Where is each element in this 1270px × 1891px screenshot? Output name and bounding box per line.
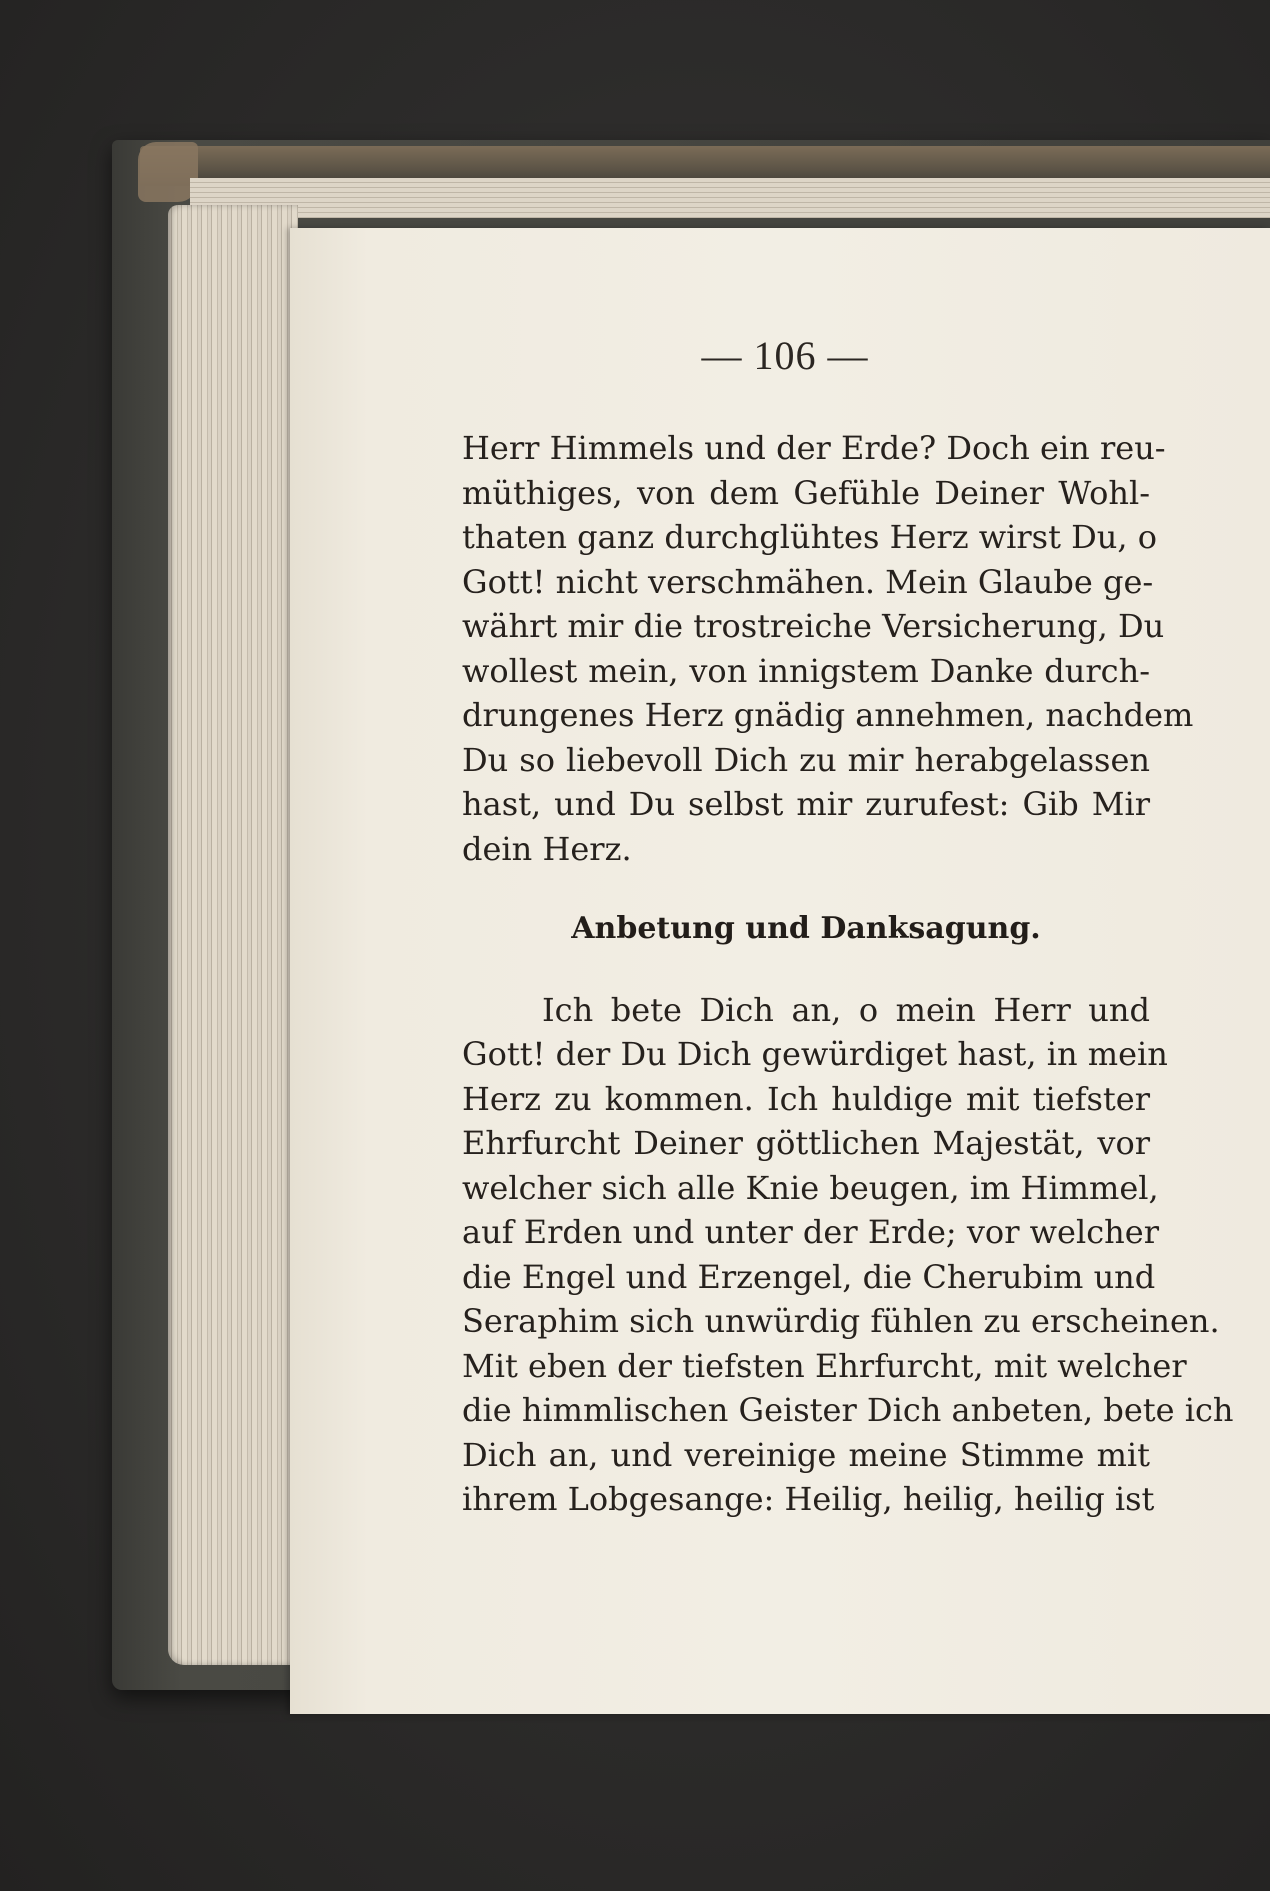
text-line: thaten ganz durchglühtes Herz wirst Du, o — [462, 518, 1157, 556]
text-line: ihrem Lobgesange: Heilig, heilig, heilig ist — [462, 1480, 1155, 1518]
text-line: Herz zu kommen. Ich huldige mit tiefster — [462, 1079, 1150, 1118]
text-line: Gott! nicht verschmähen. Mein Glaube ge- — [462, 562, 1154, 601]
text-line: Mit eben der tiefsten Ehrfurcht, mit welcher — [462, 1346, 1187, 1385]
page-stack-left-edge — [168, 205, 298, 1665]
page-number: — 106 — — [701, 333, 869, 378]
text-line: Ich bete Dich an, o mein Herr und — [542, 990, 1150, 1029]
paragraph-1 — [462, 426, 1194, 871]
text-line: hast, und Du selbst mir zurufest: Gib Mir — [462, 785, 1150, 823]
page-text — [462, 426, 1234, 1522]
worn-cover-corner — [138, 142, 198, 202]
text-line: drungenes Herz gnädig annehmen, nachdem — [462, 696, 1194, 734]
text-line: die Engel und Erzengel, die Cherubim und — [462, 1257, 1156, 1296]
text-line: Du so liebevoll Dich zu mir herabgelassen — [462, 740, 1150, 779]
text-line: Herr Himmels und der Erde? Doch ein reu- — [462, 429, 1166, 467]
text-line: welcher sich alle Knie beugen, im Himmel, — [462, 1168, 1159, 1207]
paragraph-2 — [462, 988, 1234, 1522]
text-line: wollest mein, von innigstem Danke durch- — [462, 651, 1150, 690]
text-line: Gott! der Du Dich gewürdiget hast, in mein — [462, 1035, 1168, 1073]
text-line: müthiges, von dem Gefühle Deiner Wohl- — [462, 473, 1150, 512]
text-line: Seraphim sich unwürdig fühlen zu erscheinen. — [462, 1302, 1220, 1340]
section-heading: Anbetung und Danksagung. — [571, 911, 1041, 946]
page-stack-top-edge — [190, 178, 1270, 218]
text-line: Dich an, und vereinige meine Stimme mit — [462, 1435, 1150, 1474]
text-line: währt mir die trostreiche Versicherung, Du — [462, 607, 1165, 645]
text-line: die himmlischen Geister Dich anbeten, bete ich — [462, 1391, 1234, 1429]
text-line: Ehrfurcht Deiner göttlichen Majestät, vor — [462, 1124, 1150, 1162]
text-line: dein Herz. — [462, 829, 632, 868]
text-line: auf Erden und unter der Erde; vor welcher — [462, 1213, 1159, 1251]
